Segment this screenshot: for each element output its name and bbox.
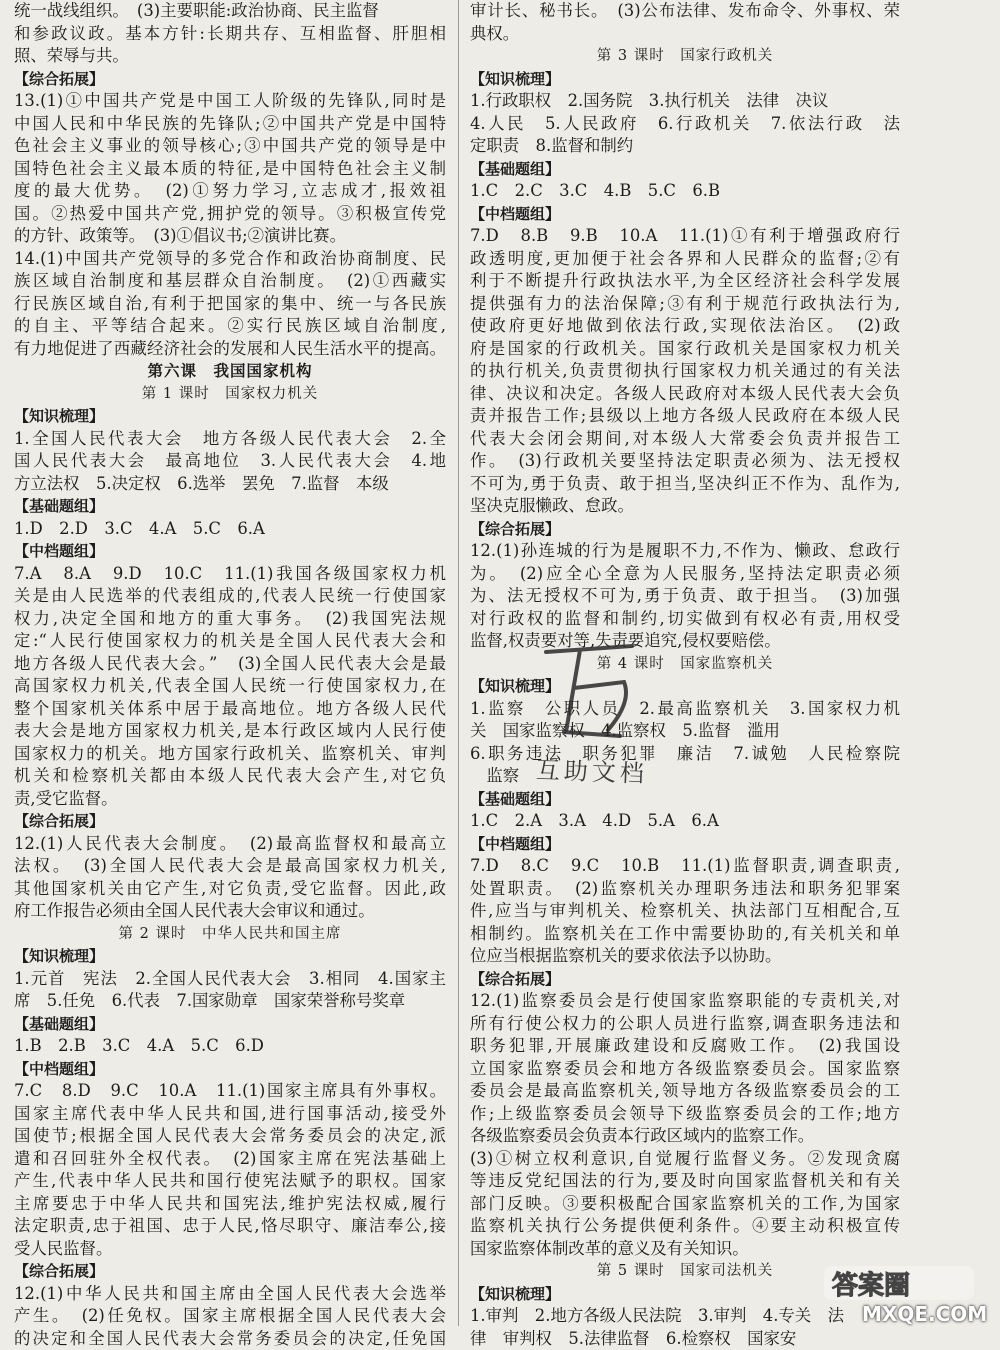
right-lines-line: 所有行使公权力的公职人员进行监察,调查职务违法和	[470, 1013, 900, 1036]
right-lines-line: 委员会是最高监察机关,领导地方各级监察委员会的工	[470, 1080, 900, 1103]
left-lines-line: 【知识梳理】	[14, 945, 446, 968]
right-lines-line: 律 审判权 5.法律监督 6.检察权 国家安	[470, 1328, 900, 1350]
right-lines-line: 利于不断提升行政执法水平,为全区经济社会科学发展	[470, 270, 900, 293]
left-lines-line: 统一战线组织。 (3)主要职能:政治协商、民主监督	[14, 0, 446, 23]
left-lines-line: 1.D 2.D 3.C 4.A 5.C 6.A	[14, 518, 446, 541]
left-lines-line: 12.(1)人民代表大会制度。 (2)最高监督权和最高立	[14, 833, 446, 856]
right-lines-line: 【知识梳理】	[470, 68, 900, 91]
left-lines-line: 产生,代表中华人民共和国行使宪法赋予的职权。国家	[14, 1170, 446, 1193]
right-lines-line: 【中档题组】	[470, 203, 900, 226]
left-lines-line: 权力,决定全国和地方的重大事务。 (2)我国宪法规	[14, 608, 446, 631]
left-lines-line: 色社会主义事业的领导核心;③中国共产党的领导是中	[14, 135, 446, 158]
right-lines-line: 为、法无授权不可为,勇于负责、敢于担当。 (3)加强	[470, 585, 900, 608]
right-lines-line: 作。 (3)行政机关要坚持法定职责必须为、法无授权	[470, 450, 900, 473]
left-lines-line: 责,受它监督。	[14, 788, 446, 811]
right-lines-line: 坚决克服懒政、怠政。	[470, 495, 900, 518]
left-lines-line: 7.C 8.D 9.C 10.A 11.(1)国家主席具有外事权。	[14, 1080, 446, 1103]
right-lines-line: 部门反映。③要积极配合国家监察机关的工作,为国家	[470, 1193, 900, 1216]
right-lines-line: 不可为,勇于负责、敢于担当,坚决纠正不作为、乱作为,	[470, 473, 900, 496]
right-lines-line: 12.(1)监察委员会是行使国家监察职能的专责机关,对	[470, 990, 900, 1013]
svg-text:答案圈: 答案圈	[832, 1271, 910, 1301]
right-lines-line: 【基础题组】	[470, 158, 900, 181]
right-lines-line: 定职责 8.监督和制约	[470, 135, 900, 158]
right-lines-line: 件,应当与审判机关、检察机关、执法部门互相配合,互	[470, 900, 900, 923]
right-lines-line: 1.C 2.C 3.C 4.B 5.C 6.B	[470, 180, 900, 203]
left-lines-line: 受人民监督。	[14, 1238, 446, 1261]
left-lines-line: 国家主席代表中华人民共和国,进行国事活动,接受外	[14, 1103, 446, 1126]
right-column	[470, 0, 900, 1350]
left-lines-line: 地方各级人民代表大会。” (3)全国人民代表大会是最	[14, 653, 446, 676]
right-lines-line: 责并报告工作;县级以上地方各级人民政府在本级人民	[470, 405, 900, 428]
right-lines-line: 律、决议和决定。各级人民政府对本级人民代表大会负	[470, 383, 900, 406]
left-lines-line: 国人民代表大会 最高地位 3.人民代表大会 4.地	[14, 450, 446, 473]
left-lines-line: 机关和检察机关都由本级人民代表大会产生,对它负	[14, 765, 446, 788]
right-lines-line: 第 5 课时 国家司法机关	[470, 1260, 900, 1283]
right-lines-line: 府是国家的行政机关。国家行政机关是国家权力机关	[470, 338, 900, 361]
left-column	[14, 0, 446, 1350]
left-lines-line: 的方针、政策等。 (3)①倡议书;②演讲比赛。	[14, 225, 446, 248]
left-lines-line: 其他国家机关由它产生,对它负责,受它监督。因此,政	[14, 878, 446, 901]
handwritten-stamp-text: 互助文档	[535, 750, 648, 789]
right-lines-line: 立国家监察委员会和地方各级监察委员会。国家监察	[470, 1058, 900, 1081]
right-lines-line: 对行政权的监督和制约,切实做到有权必有责,用权受	[470, 608, 900, 631]
left-lines-line: 产生。 (2)任免权。国家主席根据全国人民代表大会	[14, 1305, 446, 1328]
left-lines-line: 度的最大优势。 (2)①努力学习,立志成才,报效祖	[14, 180, 446, 203]
left-lines-line: 13.(1)①中国共产党是中国工人阶级的先锋队,同时是	[14, 90, 446, 113]
left-lines-line: 【综合拓展】	[14, 68, 446, 91]
left-lines-line: 族区域自治制度和基层群众自治制度。 (2)①西藏实	[14, 270, 446, 293]
right-lines-line: 代表大会闭会期间,对本级人大常委会负责并报告工	[470, 428, 900, 451]
right-lines-line: 1.监察 公职人员 2.最高监察机关 3.国家权力机	[470, 698, 900, 721]
right-lines-line: 各级监察委员会负责本行政区域内的监察工作。	[470, 1125, 900, 1148]
right-lines-line: 监督,权责要对等,失责要追究,侵权要赔偿。	[470, 630, 900, 653]
left-lines-line: 照、荣辱与共。	[14, 45, 446, 68]
left-lines-line: 主席要忠于中华人民共和国宪法,维护宪法权威,履行	[14, 1193, 446, 1216]
left-lines-line: 府工作报告必须由全国人民代表大会审议和通过。	[14, 900, 446, 923]
left-lines-line: 【知识梳理】	[14, 405, 446, 428]
right-lines-line: 6.职务违法 职务犯罪 廉洁 7.诚勉 人民检察院	[470, 743, 900, 766]
right-lines-line: 的执行机关,负责贯彻执行国家权力机关通过的有关法	[470, 360, 900, 383]
left-lines-line: 【中档题组】	[14, 1058, 446, 1081]
right-lines-line: 审计长、秘书长。 (3)公布法律、发布命令、外事权、荣	[470, 0, 900, 23]
left-lines-line: 定:“人民行使国家权力的机关是全国人民代表大会和	[14, 630, 446, 653]
left-lines-line: 席 5.任免 6.代表 7.国家勋章 国家荣誉称号奖章	[14, 990, 446, 1013]
right-lines-line: 典权。	[470, 23, 900, 46]
column-divider	[458, 0, 459, 1326]
right-lines-line: 等违反党纪国法的行为,要及时向国家监督机关和有关	[470, 1170, 900, 1193]
left-lines-line: 1.元首 宪法 2.全国人民代表大会 3.相同 4.国家主	[14, 968, 446, 991]
right-lines-line: 位应当根据监察机关的要求依法予以协助。	[470, 945, 900, 968]
right-lines-line: 作;上级监察委员会领导下级监察委员会的工作;地方	[470, 1103, 900, 1126]
left-lines-line: 高国家权力机关,代表全国人民统一行使国家权力,在	[14, 675, 446, 698]
left-lines-line: 【基础题组】	[14, 495, 446, 518]
left-lines-line: 国使节;根据全国人民代表大会常务委员会的决定,派	[14, 1125, 446, 1148]
right-lines-line: 7.D 8.C 9.C 10.B 11.(1)监督职责,调查职责,	[470, 855, 900, 878]
left-lines-line: 第 2 课时 中华人民共和国主席	[14, 923, 446, 946]
left-lines-line: 【综合拓展】	[14, 1260, 446, 1283]
left-lines-line: 【基础题组】	[14, 1013, 446, 1036]
right-lines-line: 为。 (2)应全心全意为人民服务,坚持法定职责必须	[470, 563, 900, 586]
right-lines-line: 使政府更好地做到依法行政,实现依法治区。 (2)政	[470, 315, 900, 338]
left-lines-line: 遣和召回驻外全权代表。 (2)国家主席在宪法基础上	[14, 1148, 446, 1171]
right-lines-line: 处置职责。 (2)监察机关办理职务违法和职务犯罪案	[470, 878, 900, 901]
left-lines-line: 1.全国人民代表大会 地方各级人民代表大会 2.全	[14, 428, 446, 451]
right-lines-line: (3)①树立权利意识,自觉履行监督义务。②发现贪腐	[470, 1148, 900, 1171]
right-lines-line: 第 3 课时 国家行政机关	[470, 45, 900, 68]
left-lines-line: 第六课 我国国家机构	[14, 360, 446, 383]
right-lines-line: 监察机关执行公务提供便利条件。④要主动积极宣传	[470, 1215, 900, 1238]
right-lines-line: 【知识梳理】	[470, 675, 900, 698]
right-lines-line: 【综合拓展】	[470, 518, 900, 541]
left-lines-line: 国家权力的机关。地方国家行政机关、监察机关、审判	[14, 743, 446, 766]
right-lines-line: 政透明度,更加便于社会各界和人民群众的监督;②有	[470, 248, 900, 271]
left-lines-line: 14.(1)中国共产党领导的多党合作和政治协商制度、民	[14, 248, 446, 271]
right-lines-line: 12.(1)孙连城的行为是履职不力,不作为、懒政、怠政行	[470, 540, 900, 563]
left-lines-line: 12.(1)中华人民共和国主席由全国人民代表大会选举	[14, 1283, 446, 1306]
right-lines-line: 职务犯罪,开展廉政建设和反腐败工作。 (2)我国设	[470, 1035, 900, 1058]
left-lines-line: 的自主、平等结合起来。②实行民族区域自治制度,	[14, 315, 446, 338]
right-lines-line: 7.D 8.B 9.B 10.A 11.(1)①有利于增强政府行	[470, 225, 900, 248]
right-lines-line: 1.审判 2.地方各级人民法院 3.审判 4.专关 法	[470, 1305, 900, 1328]
right-lines-line: 1.C 2.A 3.A 4.D 5.A 6.A	[470, 810, 900, 833]
left-lines-line: 中国人民和中华民族的先锋队;②中国共产党是中国特	[14, 113, 446, 136]
left-lines-line: 和参政议政。基本方针:长期共存、互相监督、肝胆相	[14, 23, 446, 46]
left-lines-line: 法权。 (3)全国人民代表大会是最高国家权力机关,	[14, 855, 446, 878]
watermark-site: MXQE.COM	[862, 1302, 987, 1326]
right-lines-line: 【中档题组】	[470, 833, 900, 856]
left-lines-line: 方立法权 5.决定权 6.选举 罢免 7.监督 本级	[14, 473, 446, 496]
right-lines-line: 监察	[470, 765, 900, 788]
left-lines-line: 国。②热爱中国共产党,拥护党的领导。③积极宣传党	[14, 203, 446, 226]
right-lines-line: 国家监察体制改革的意义及有关知识。	[470, 1238, 900, 1261]
left-lines-line: 行民族区域自治,有利于把国家的集中、统一与各民族	[14, 293, 446, 316]
right-lines-line: 1.行政职权 2.国务院 3.执行机关 法律 决议	[470, 90, 900, 113]
left-lines-line: 【中档题组】	[14, 540, 446, 563]
right-lines-line: 【知识梳理】	[470, 1283, 900, 1306]
left-lines-line: 法定职责,忠于祖国、忠于人民,恪尽职守、廉洁奉公,接	[14, 1215, 446, 1238]
right-lines-line: 4.人民 5.人民政府 6.行政机关 7.依法行政 法	[470, 113, 900, 136]
left-lines-line: 关是由人民选举的代表组成的,代表人民统一行使国家	[14, 585, 446, 608]
left-lines-line: 表大会是地方国家权力机关,是本行政区域内人民行使	[14, 720, 446, 743]
right-lines-line: 【综合拓展】	[470, 968, 900, 991]
left-lines-line: 国特色社会主义最本质的特征,是中国特色社会主义制	[14, 158, 446, 181]
left-lines-line: 的决定和全国人民代表大会常务委员会的决定,任免国	[14, 1328, 446, 1350]
right-lines-line: 相制约。监察机关在工作中需要协助的,有关机关和单	[470, 923, 900, 946]
left-lines-line: 7.A 8.A 9.D 10.C 11.(1)我国各级国家权力机	[14, 563, 446, 586]
left-lines-line: 有力地促进了西藏经济社会的发展和人民生活水平的提高。	[14, 338, 446, 361]
right-lines-line: 提供强有力的法治保障;③有利于规范行政执法行为,	[470, 293, 900, 316]
left-lines-line: 第 1 课时 国家权力机关	[14, 383, 446, 406]
left-lines-line: 整个国家机关体系中居于最高地位。地方各级人民代	[14, 698, 446, 721]
right-lines-line: 关 国家监察权 4.监察权 5.监督 滥用	[470, 720, 900, 743]
left-lines-line: 1.B 2.B 3.C 4.A 5.C 6.D	[14, 1035, 446, 1058]
right-lines-line: 第 4 课时 国家监察机关	[470, 653, 900, 676]
left-lines-line: 【综合拓展】	[14, 810, 446, 833]
right-lines-line: 【基础题组】	[470, 788, 900, 811]
